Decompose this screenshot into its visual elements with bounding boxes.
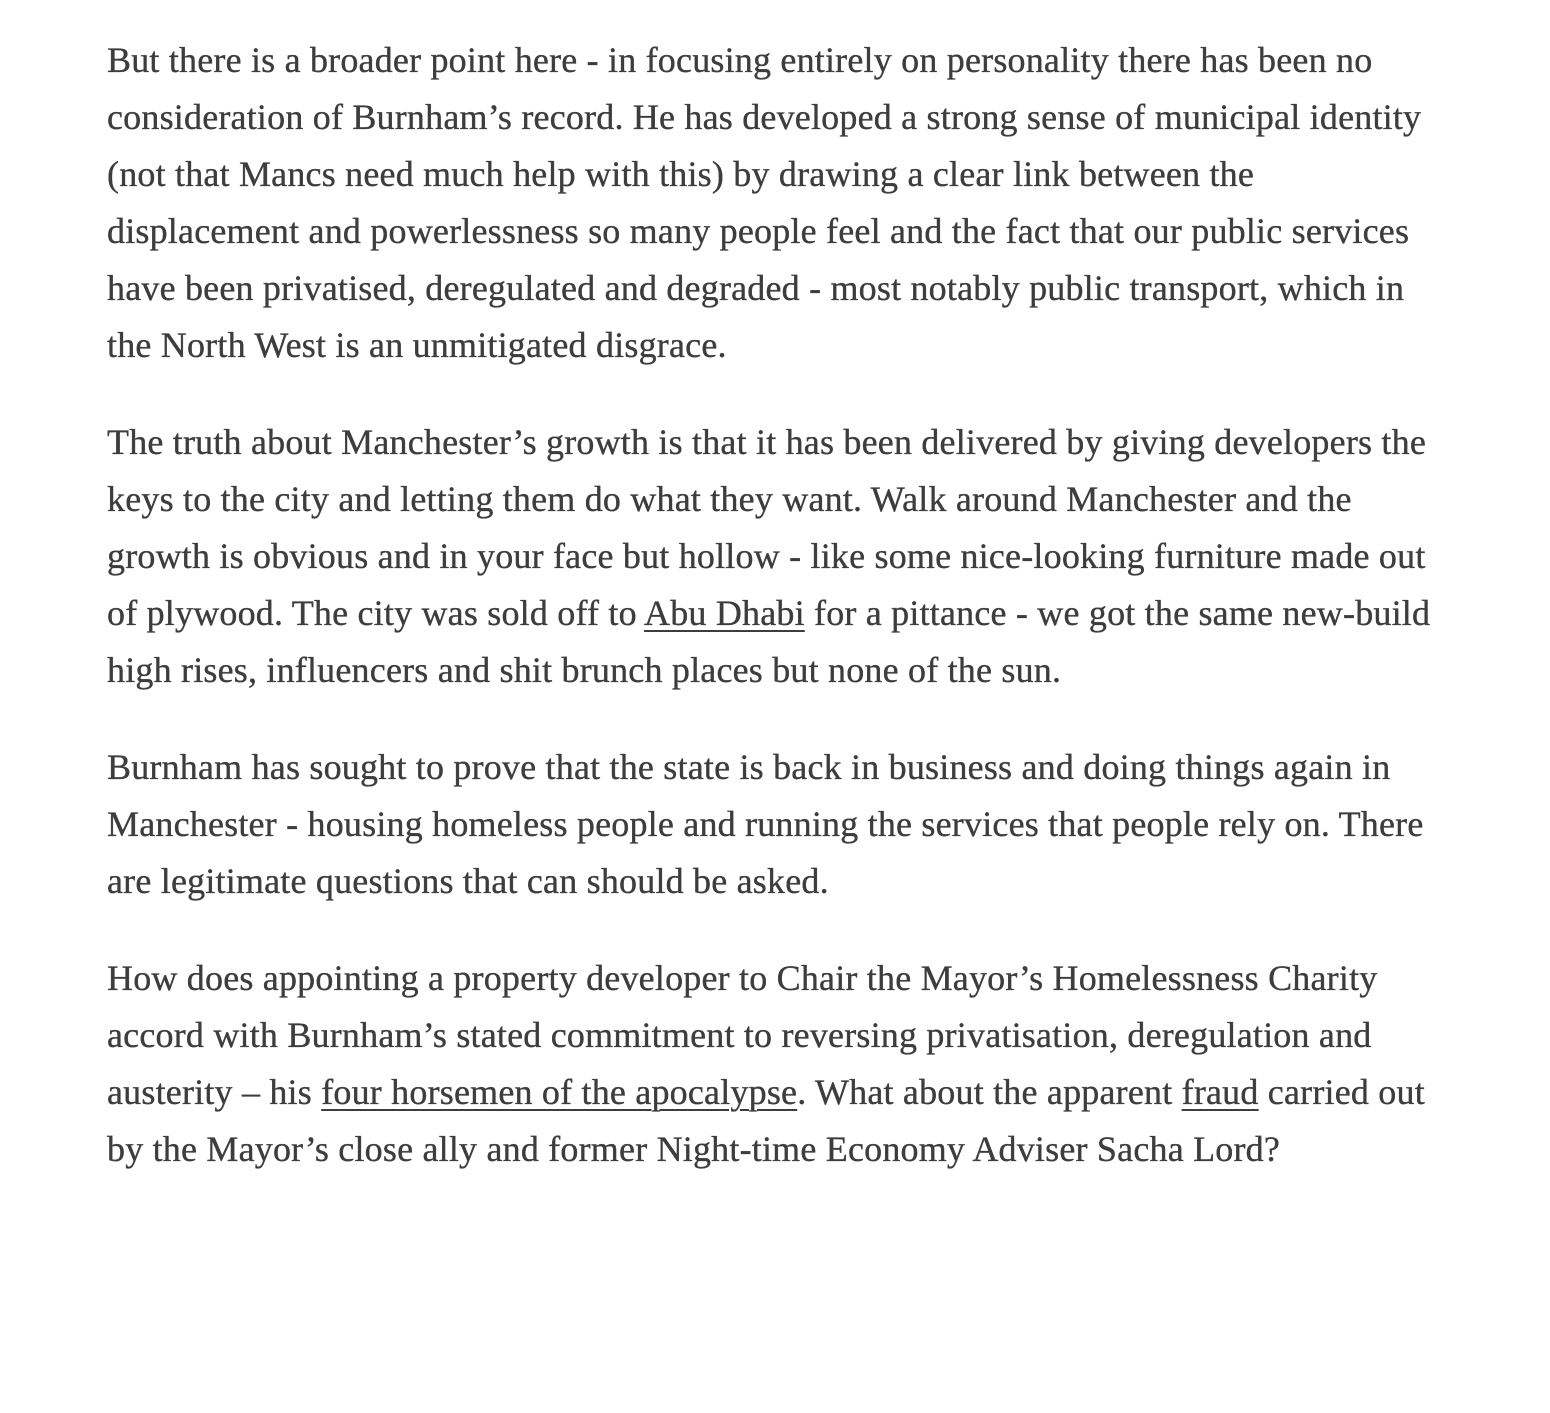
paragraph-text: But there is a broader point here - in focusing entirely on personality there has been no consideration of Burnham’s record. He has developed a strong sense of municipal identity (not that Mancs need much help with this) by drawing a clear link between the displacement and powerlessness so many people feel and the fact that our public services have been privatised, deregulated and degraded - most notably public transport, which in the North West is an unmitigated disgrace. — [107, 40, 1422, 365]
paragraph-text: . What about the apparent — [797, 1072, 1182, 1112]
paragraph-text: Burnham has sought to prove that the state is back in business and doing things again in Manchester - housing homeless people and running the services that people rely on. There are legitimate questions that can should be asked. — [107, 747, 1424, 901]
inline-link[interactable]: fraud — [1181, 1072, 1259, 1112]
paragraph — [107, 32, 1446, 374]
paragraph-text: for a pittance - we got the same new-build high rises, influencers and shit brunch places but none of the sun. — [107, 593, 1431, 690]
paragraph-text: carried out by the Mayor’s close ally and former Night-time Economy Adviser Sacha Lord? — [107, 1072, 1425, 1169]
paragraph-container — [107, 32, 1446, 1178]
paragraph — [107, 414, 1446, 699]
inline-link[interactable]: Abu Dhabi — [644, 593, 805, 633]
paragraph — [107, 950, 1446, 1178]
paragraph-text: How does appointing a property developer to Chair the Mayor’s Homelessness Charity accord with Burnham’s stated commitment to reversing privatisation, deregulation and austerity – his — [107, 958, 1378, 1112]
paragraph-text: The truth about Manchester’s growth is that it has been delivered by giving developers the keys to the city and letting them do what they want. Walk around Manchester and the growth is obvious and in your face but hollow - like some nice-looking furniture made out of plywood. The city was sold off to — [107, 422, 1426, 633]
paragraph — [107, 739, 1446, 910]
inline-link[interactable]: four horsemen of the apocalypse — [321, 1072, 798, 1112]
